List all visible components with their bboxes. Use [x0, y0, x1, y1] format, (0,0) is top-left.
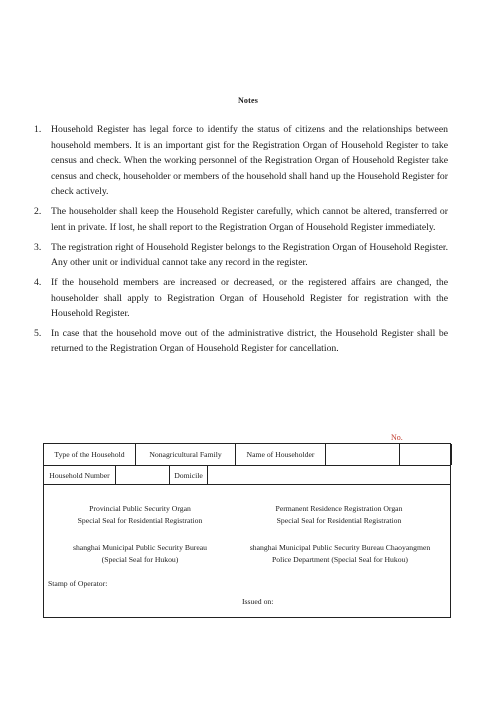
note-number: 2. [34, 206, 42, 218]
household-number-value-cell[interactable] [116, 466, 170, 484]
number-label: No. [391, 433, 403, 442]
note-item [34, 204, 448, 235]
note-text: The registration right of Household Register belongs to the Registration Organ of Household Register. Any other unit or individual cannot take any record in the register. [51, 241, 448, 269]
permanent-residence-seal-line-1: Permanent Residence Registration Organ [275, 504, 403, 513]
note-item [34, 122, 448, 200]
police-department-seal-line-2: Police Department (Special Seal for Hukou) [272, 554, 408, 564]
household-register-form [43, 443, 451, 618]
municipal-bureau-seal-line-2: (Special Seal for Hukou) [101, 554, 179, 564]
household-type-label: Type of the Household [54, 450, 125, 459]
note-text: Household Register has legal force to identify the status of citizens and the relationships between household members. It is an important gist for the Registration Organ of Household Register to take census and check. When the working personnel of the Registration Organ of Household Register take census and check, householder or members of the household shall hand up the Household Register for check actively. [51, 124, 448, 198]
note-text: The householder shall keep the Household Register carefully, which cannot be altered, transferred or lent in private. If lost, he shall report to the Registration Organ of Household Register immediately. [51, 206, 448, 233]
form-row-household-type [44, 444, 450, 466]
issued-on-label: Issued on: [242, 597, 274, 606]
note-text: In case that the household move out of the administrative district, the Household Register shall be returned to the Registration Organ of Household Register for cancellation. [51, 327, 448, 355]
domicile-label-cell [170, 466, 208, 484]
household-type-label-cell [44, 444, 136, 465]
form-row-household-number [44, 466, 450, 485]
permanent-residence-seal-line-2: Special Seal for Residential Registration [276, 515, 402, 525]
householder-name-label: Name of Householder [246, 450, 315, 459]
municipal-bureau-seal-line-1: shanghai Municipal Public Security Bureau [72, 543, 208, 552]
note-number: 4. [34, 276, 42, 288]
household-number-label-cell [44, 466, 116, 484]
provincial-seal-label [44, 503, 236, 526]
provincial-seal-line-1: Provincial Public Security Organ [89, 504, 191, 513]
household-number-label: Household Number [49, 470, 110, 480]
note-text: If the household members are increased or decreased, or the registered affairs are changed, the householder shall apply to Registration Organ of Household Register for registration with the Household Register. [51, 276, 448, 320]
note-number: 1. [34, 124, 42, 135]
stamp-of-operator-label: Stamp of Operator: [48, 579, 108, 588]
permanent-residence-seal-label [234, 503, 444, 526]
police-department-seal-label [232, 542, 448, 565]
household-type-value-cell[interactable] [136, 444, 236, 465]
household-type-value: Nonagricultural Family [149, 450, 222, 459]
notes-list [34, 122, 448, 361]
municipal-bureau-seal-label [44, 542, 236, 565]
extra-field-cell[interactable] [400, 444, 452, 465]
note-number: 5. [34, 327, 42, 339]
householder-name-label-cell [236, 444, 326, 465]
domicile-label: Domicile [174, 470, 203, 480]
note-item [34, 275, 448, 322]
police-department-seal-line-1: shanghai Municipal Public Security Bureau Chaoyangmen [249, 543, 431, 552]
note-item [34, 326, 448, 357]
note-number: 3. [34, 241, 42, 253]
householder-name-value-cell[interactable] [326, 444, 400, 465]
note-item [34, 240, 448, 271]
domicile-value-cell[interactable] [208, 466, 452, 484]
provincial-seal-line-2: Special Seal for Residential Registration [77, 515, 203, 525]
page-title: Notes [237, 96, 259, 105]
